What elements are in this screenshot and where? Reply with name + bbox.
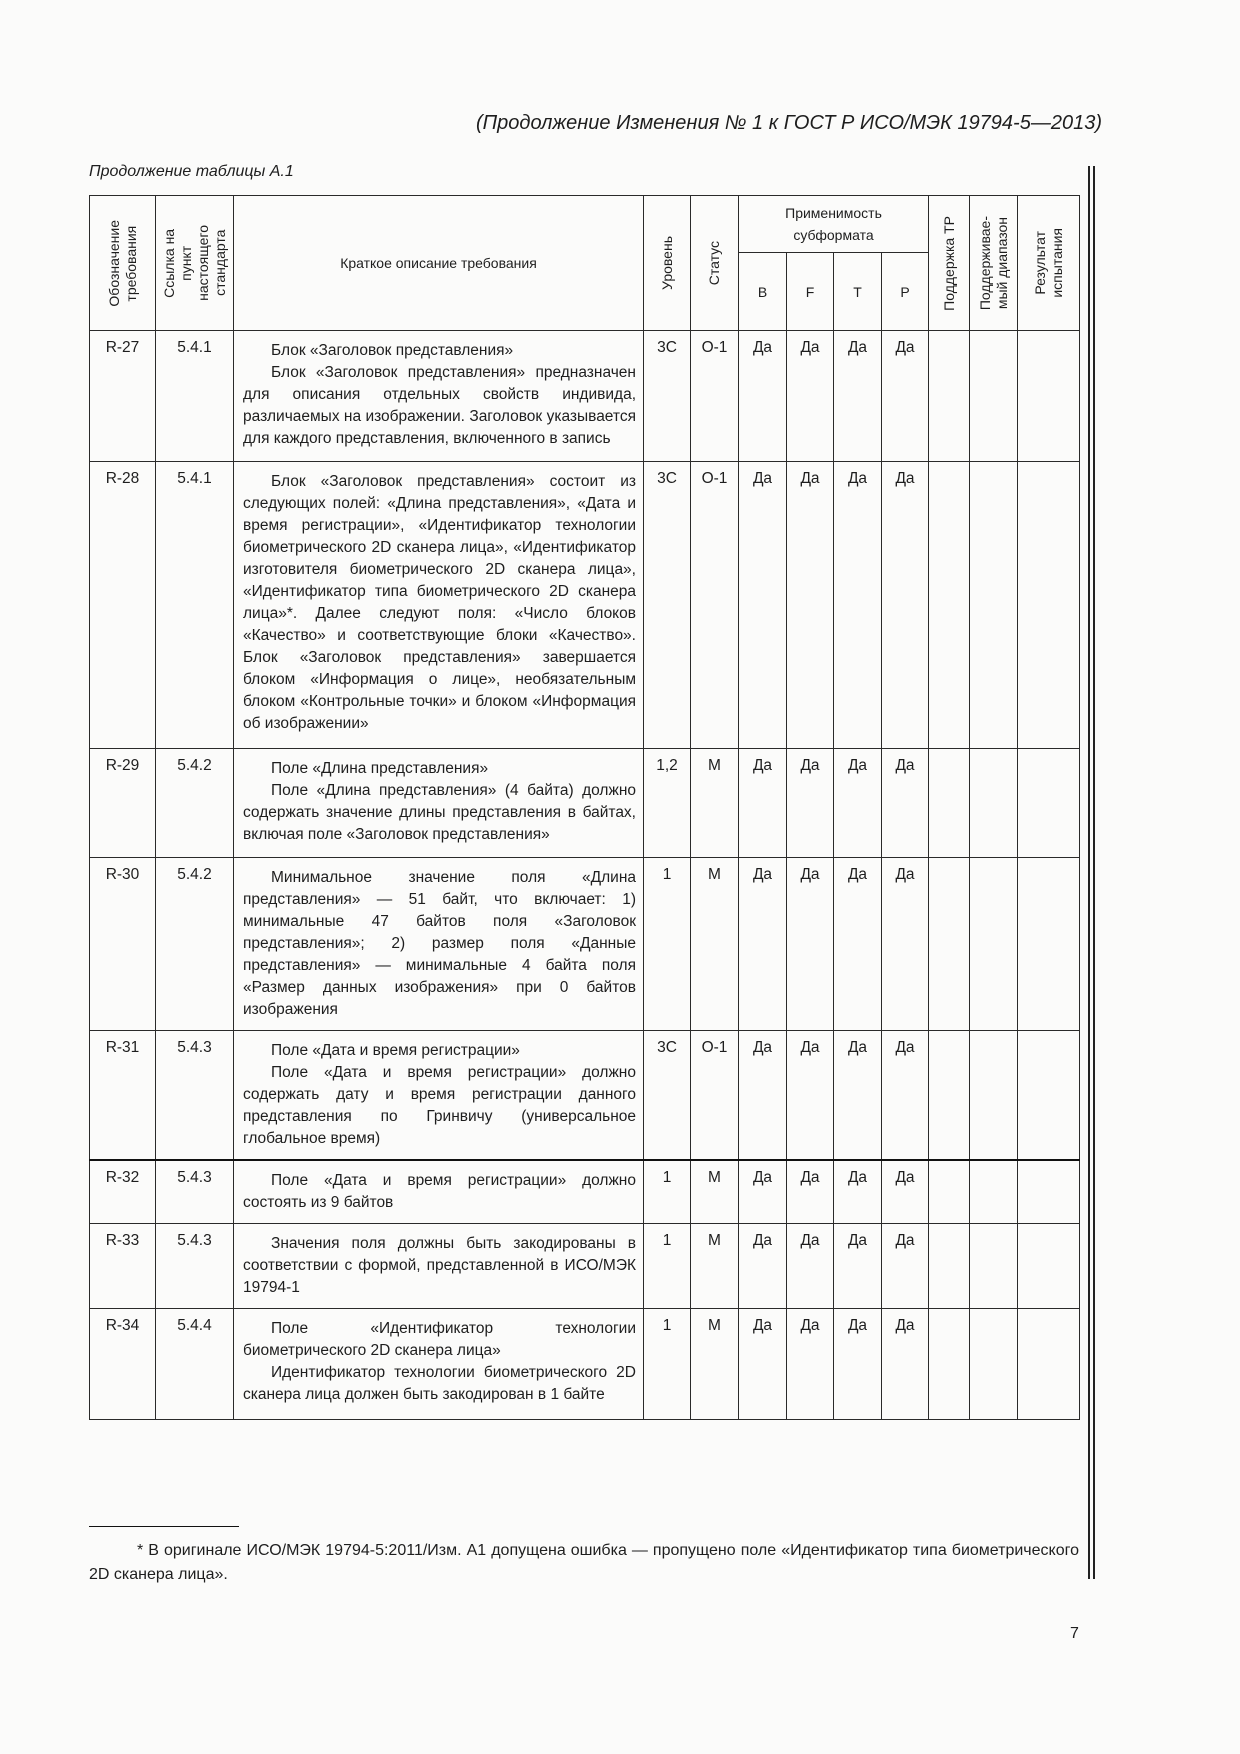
subformat-t-cell: Да — [834, 1160, 882, 1224]
header-level — [644, 196, 691, 331]
subformat-t-cell: Да — [834, 462, 882, 749]
subformat-p-cell: Да — [882, 858, 929, 1031]
header-supported-range-text: Поддерживае- мый диапазон — [976, 215, 1010, 311]
running-header: (Продолжение Изменения № 1 к ГОСТ Р ИСО/МЭК 19794-5—2013) — [475, 112, 1102, 134]
tr-support-cell — [929, 331, 970, 462]
status-cell: О-1 — [691, 462, 739, 749]
test-result-cell — [1018, 1031, 1080, 1161]
subformat-f-cell: Да — [787, 1031, 834, 1161]
subformat-f-cell: Да — [787, 331, 834, 462]
level-cell: 1 — [644, 858, 691, 1031]
header-level-text: Уровень — [658, 236, 675, 290]
subformat-b-cell: Да — [739, 331, 787, 462]
table-row — [90, 331, 1080, 462]
header-subformat-t: T — [834, 253, 882, 331]
status-cell: О-1 — [691, 331, 739, 462]
test-result-cell — [1018, 749, 1080, 858]
table-continuation-label: Продолжение таблицы А.1 — [89, 163, 294, 180]
description-paragraph: Идентификатор технологии биометрического 2D сканера лица должен быть закодирован в 1 байте — [243, 1364, 636, 1403]
subformat-b-cell: Да — [739, 1160, 787, 1224]
subformat-p-cell: Да — [882, 1309, 929, 1420]
header-tr-support — [929, 196, 970, 331]
status-cell: М — [691, 858, 739, 1031]
level-cell: 3C — [644, 1031, 691, 1161]
status-cell: М — [691, 1224, 739, 1309]
header-subformat-p: P — [882, 253, 929, 331]
requirement-id: R-27 — [90, 331, 156, 462]
subformat-f-cell: Да — [787, 858, 834, 1031]
level-cell: 1,2 — [644, 749, 691, 858]
tr-support-cell — [929, 1031, 970, 1161]
subformat-p-cell: Да — [882, 331, 929, 462]
table-row — [90, 1031, 1080, 1161]
subformat-b-cell: Да — [739, 462, 787, 749]
level-cell: 1 — [644, 1309, 691, 1420]
requirement-id: R-29 — [90, 749, 156, 858]
tr-support-cell — [929, 749, 970, 858]
header-supported-range — [970, 196, 1018, 331]
subformat-t-cell: Да — [834, 1224, 882, 1309]
table-row — [90, 1224, 1080, 1309]
subformat-t-cell: Да — [834, 1031, 882, 1161]
subformat-f-cell: Да — [787, 1224, 834, 1309]
clause-reference: 5.4.2 — [156, 749, 234, 858]
subformat-t-cell: Да — [834, 331, 882, 462]
status-cell: М — [691, 1160, 739, 1224]
test-result-cell — [1018, 1160, 1080, 1224]
requirement-description — [234, 462, 644, 749]
supported-range-cell — [970, 462, 1018, 749]
supported-range-cell — [970, 1309, 1018, 1420]
clause-reference: 5.4.3 — [156, 1224, 234, 1309]
status-cell: М — [691, 749, 739, 858]
requirements-table-body — [90, 331, 1080, 1420]
supported-range-cell — [970, 1160, 1018, 1224]
requirement-id: R-30 — [90, 858, 156, 1031]
header-reference-text: Ссылка на пункт настоящего стандарта — [160, 225, 228, 301]
header-test-result-text: Результат испытания — [1031, 228, 1065, 298]
requirement-description — [234, 1309, 644, 1420]
description-paragraph: Блок «Заголовок представления» предназначен для описания отдельных свойств индивида, различаемых на изображении. Заголовок указывается для каждого представления, включенного в запись — [243, 364, 636, 447]
test-result-cell — [1018, 1309, 1080, 1420]
requirement-description — [234, 1224, 644, 1309]
clause-reference: 5.4.2 — [156, 858, 234, 1031]
header-reference — [156, 196, 234, 331]
subformat-p-cell: Да — [882, 1224, 929, 1309]
requirement-id: R-34 — [90, 1309, 156, 1420]
subformat-p-cell: Да — [882, 1160, 929, 1224]
requirement-id: R-32 — [90, 1160, 156, 1224]
footnote-rule — [89, 1526, 239, 1527]
description-paragraph: Поле «Идентификатор технологии биометрического 2D сканера лица» — [243, 1320, 636, 1359]
description-paragraph: Поле «Дата и время регистрации» должно состоять из 9 байтов — [243, 1172, 636, 1211]
subformat-t-cell: Да — [834, 749, 882, 858]
header-subformat-applicability: Применимость субформата — [739, 196, 929, 253]
status-cell: О-1 — [691, 1031, 739, 1161]
subformat-b-cell: Да — [739, 1224, 787, 1309]
subformat-p-cell: Да — [882, 462, 929, 749]
test-result-cell — [1018, 1224, 1080, 1309]
header-designation-text: Обозначение требования — [105, 219, 139, 307]
status-cell: М — [691, 1309, 739, 1420]
description-paragraph: Поле «Дата и время регистрации» — [271, 1042, 520, 1059]
subformat-b-cell: Да — [739, 749, 787, 858]
header-status-text: Статус — [706, 240, 722, 286]
supported-range-cell — [970, 331, 1018, 462]
requirements-table — [89, 195, 1080, 1420]
description-paragraph: Значения поля должны быть закодированы в соответствии с формой, представленной в ИСО/МЭК 19794-1 — [243, 1235, 636, 1296]
test-result-cell — [1018, 462, 1080, 749]
subformat-f-cell: Да — [787, 749, 834, 858]
subformat-p-cell: Да — [882, 1031, 929, 1161]
subformat-b-cell: Да — [739, 858, 787, 1031]
requirement-id: R-31 — [90, 1031, 156, 1161]
clause-reference: 5.4.3 — [156, 1031, 234, 1161]
footnote: * В оригинале ИСО/МЭК 19794-5:2011/Изм. А1 допущена ошибка — пропущено поле «Идентификатор типа биометрического 2D сканера лица». — [89, 1542, 1079, 1583]
level-cell: 3C — [644, 462, 691, 749]
subformat-f-cell: Да — [787, 1309, 834, 1420]
table-row — [90, 1309, 1080, 1420]
supported-range-cell — [970, 749, 1018, 858]
requirement-description — [234, 331, 644, 462]
table-row — [90, 749, 1080, 858]
requirement-id: R-33 — [90, 1224, 156, 1309]
requirement-description — [234, 1031, 644, 1161]
description-paragraph: Минимальное значение поля «Длина представления» — 51 байт, что включает: 1) минимальные 47 байтов поля «Заголовок представления»; 2) размер поля «Данные представления» — минимальные 4 байта поля «Размер данных изображения» при 0 байтов изображения — [243, 869, 636, 1018]
description-paragraph: Поле «Длина представления» (4 байта) должно содержать значение длины представления в байтах, включая поле «Заголовок представления» — [243, 782, 636, 843]
requirement-description — [234, 858, 644, 1031]
tr-support-cell — [929, 1224, 970, 1309]
description-paragraph: Поле «Дата и время регистрации» должно содержать дату и время регистрации данного представления по Гринвичу (универсальное глобальное время) — [243, 1064, 636, 1147]
clause-reference: 5.4.4 — [156, 1309, 234, 1420]
tr-support-cell — [929, 858, 970, 1031]
subformat-t-cell: Да — [834, 858, 882, 1031]
header-test-result — [1018, 196, 1080, 331]
header-description: Краткое описание требования — [234, 196, 644, 331]
table-row — [90, 858, 1080, 1031]
subformat-b-cell: Да — [739, 1031, 787, 1161]
subformat-t-cell: Да — [834, 1309, 882, 1420]
table-row — [90, 1160, 1080, 1224]
supported-range-cell — [970, 1224, 1018, 1309]
level-cell: 3C — [644, 331, 691, 462]
header-designation — [90, 196, 156, 331]
requirement-id: R-28 — [90, 462, 156, 749]
tr-support-cell — [929, 1309, 970, 1420]
subformat-f-cell: Да — [787, 1160, 834, 1224]
header-status — [691, 196, 739, 331]
test-result-cell — [1018, 331, 1080, 462]
supported-range-cell — [970, 858, 1018, 1031]
margin-rule-right — [1093, 166, 1095, 1579]
clause-reference: 5.4.1 — [156, 331, 234, 462]
tr-support-cell — [929, 462, 970, 749]
subformat-b-cell: Да — [739, 1309, 787, 1420]
description-paragraph: Блок «Заголовок представления» — [271, 342, 514, 359]
level-cell: 1 — [644, 1224, 691, 1309]
subformat-f-cell: Да — [787, 462, 834, 749]
clause-reference: 5.4.1 — [156, 462, 234, 749]
header-tr-support-text: Поддержка ТР — [940, 215, 957, 311]
table-row — [90, 462, 1080, 749]
header-subformat-f: F — [787, 253, 834, 331]
subformat-p-cell: Да — [882, 749, 929, 858]
supported-range-cell — [970, 1031, 1018, 1161]
margin-rule-left — [1088, 166, 1090, 1579]
clause-reference: 5.4.3 — [156, 1160, 234, 1224]
requirement-description — [234, 749, 644, 858]
header-subformat-b: B — [739, 253, 787, 331]
tr-support-cell — [929, 1160, 970, 1224]
page-number: 7 — [1070, 1625, 1079, 1642]
requirement-description — [234, 1160, 644, 1224]
level-cell: 1 — [644, 1160, 691, 1224]
description-paragraph: Поле «Длина представления» — [271, 760, 489, 777]
test-result-cell — [1018, 858, 1080, 1031]
description-paragraph: Блок «Заголовок представления» состоит из следующих полей: «Длина представления», «Дата и время регистрации», «Идентификатор технологии биометрического 2D сканера лица», «Идентификатор изготовителя биометрического 2D сканера лица», «Идентификатор типа биометрического 2D сканера лица»*. Далее следуют поля: «Число блоков «Качество» и соответствующие блоки «Качество». Блок «Заголовок представления» завершается блоком «Информация о лице», необязательным блоком «Контрольные точки» и блоком «Информация об изображении» — [243, 473, 636, 732]
